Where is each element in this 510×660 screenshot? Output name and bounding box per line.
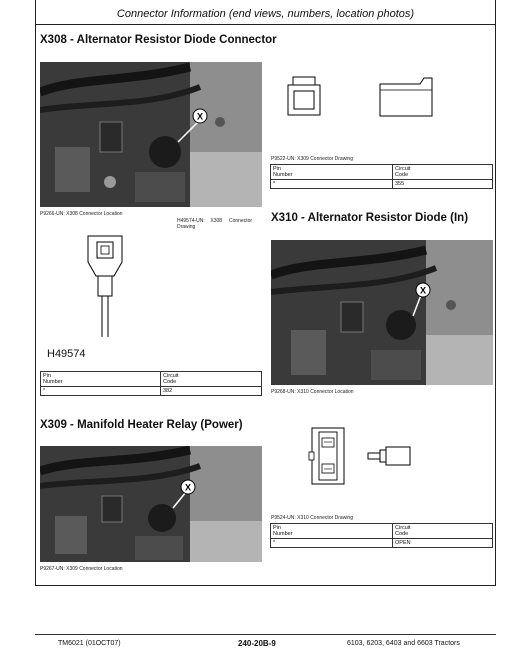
x309-photo-caption: P9267-UN: X309 Connector Location [40, 566, 123, 572]
table-header-row: Pin Number Circuit Code [271, 165, 493, 180]
footer-model-list: 6103, 6203, 6403 and 6603 Tractors [347, 640, 460, 647]
x309-drawing-caption: P9522-UN: X309 Connector Drawing [271, 156, 353, 162]
x310-end-view-drawing [308, 424, 348, 493]
x308-location-photo [40, 62, 262, 207]
x309-pin-table [270, 164, 493, 189]
x309-title: X309 - Manifold Heater Relay (Power) [40, 419, 243, 431]
x310-pin-table [270, 523, 493, 548]
photo-marker: X [184, 482, 192, 493]
table-row: * 382 [41, 387, 262, 396]
x309-location-photo [40, 446, 262, 562]
table-row: * 355 [271, 180, 493, 189]
x308-pin-table [40, 371, 262, 396]
footer-manual-id: TM6021 (01OCT07) [58, 640, 121, 647]
x310-location-photo [271, 240, 493, 385]
table-row: * OPEN [271, 539, 493, 548]
x310-title: X310 - Alternator Resistor Diode (In) [271, 212, 469, 224]
x308-drawing-caption: H49574-UN: X308 Connector Drawing [177, 218, 253, 230]
x308-drawing-label: H49574 [47, 348, 86, 360]
footer-page-number: 240-20B-9 [238, 639, 276, 648]
x308-connector-drawing [80, 232, 130, 347]
x309-end-view-drawing [285, 75, 325, 124]
table-header-row: Pin Number Circuit Code [271, 524, 493, 539]
header-divider [35, 24, 496, 25]
x308-title: X308 - Alternator Resistor Diode Connector [40, 34, 277, 46]
footer-divider [35, 634, 496, 635]
x310-photo-caption: P9268-UN: X310 Connector Location [271, 389, 354, 395]
photo-marker: X [196, 111, 204, 122]
photo-marker: X [419, 285, 427, 296]
x308-photo-caption: P9266-UN: X308 Connector Location [40, 211, 123, 217]
table-header-row: Pin Number Circuit Code [41, 372, 262, 387]
x310-drawing-caption: P9524-UN: X310 Connector Drawing [271, 515, 353, 521]
x310-side-view-drawing [366, 444, 414, 473]
x309-side-view-drawing [376, 74, 438, 125]
page-header: Connector Information (end views, numbers, location photos) [116, 8, 415, 20]
